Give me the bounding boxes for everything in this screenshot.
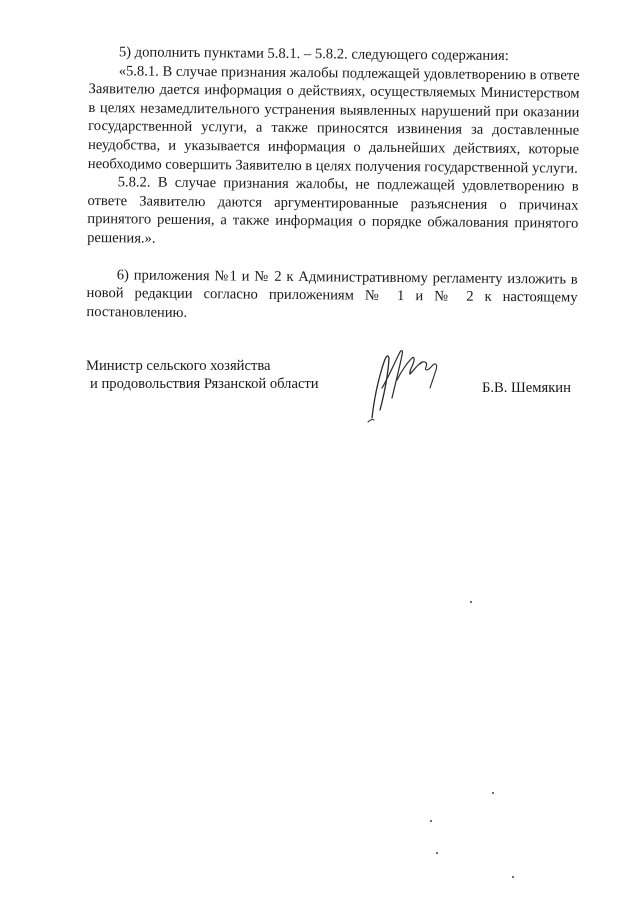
scan-speck — [492, 792, 494, 794]
paragraph-item-6: 6) приложения №1 и № 2 к Административному регламенту изложить в новой редакции согласно приложениям № 1 и № 2 к настоящему постановлению. — [86, 266, 578, 321]
scan-speck — [430, 820, 432, 822]
scan-speck — [512, 876, 514, 878]
paragraph-5-8-1: «5.8.1. В случае признания жалобы подлежащей удовлетворению в ответе Заявителю дается информация о действиях, осуществляемых Министерством в целях незамедлительного устранения выявленных нарушений при оказании государственной услуги, а также приносятся извинения за доставленные неудобства, и указывается информация о дальнейших действиях, которые необходимо совершить Заявителю в целях получения государственной услуги. — [87, 62, 580, 177]
scan-speck — [470, 601, 472, 603]
signatory-title — [86, 357, 346, 393]
handwritten-signature — [362, 340, 457, 425]
document-body — [86, 43, 580, 326]
signatory-name: Б.В. Шемякин — [482, 380, 571, 396]
signatory-title-line1: Министр сельского хозяйства — [86, 358, 271, 374]
signature-block — [86, 357, 606, 427]
paragraph-item-5: 5) дополнить пунктами 5.8.1. – 5.8.2. следующего содержания: — [118, 44, 509, 65]
scan-speck — [436, 852, 438, 854]
signatory-title-line2: и продовольствия Рязанской области — [90, 376, 319, 392]
paragraph-5-8-2: 5.8.2. В случае признания жалобы, не подлежащей удовлетворению в ответе Заявителю даются аргументированные разъяснения о причинах принятого решения, а также информация о порядке обжалования принятого решения.». — [87, 174, 579, 247]
